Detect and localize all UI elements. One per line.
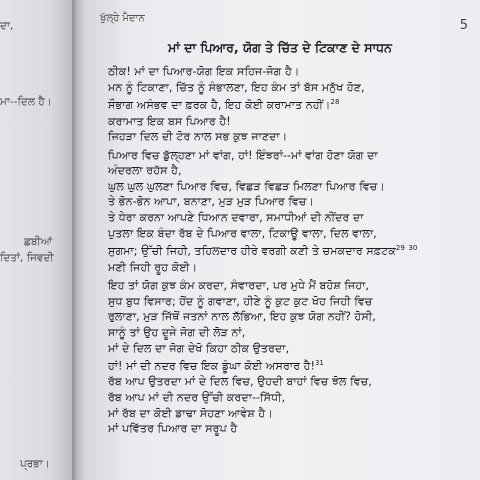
text-line: ਸੌਭਾਗ ਅਸੰਭਵ ਦਾ ਫ਼ਰਕ ਹੈ, ਇਹ ਕੋਈ ਕਰਾਮਾਤ ਨਹੀਂ।$^{28}$ xyxy=(108,98,340,112)
text-line: ਜਿਹੜਾ ਦਿਲ ਦੀ ਟੋਰ ਨਾਲ ਸਭ ਕੁਝ ਜਾਣਦਾ। xyxy=(108,130,288,144)
text-line: ਇਹ ਤਾਂ ਯੋਗ ਕੁਝ ਕੰਮ ਕਰਦਾ, ਸੰਵਾਰਦਾ, ਪਰ ਮੁਧੇ ਮੈਂ ਬਹੋਸ਼ ਜਿਹਾ, xyxy=(108,279,369,293)
body-text xyxy=(108,64,474,437)
right-page xyxy=(86,0,480,480)
text-line: ਪੁਤਲਾ ਇਕ ਬੰਦਾ ਰੱਬ ਦੇ ਪਿਆਰ ਵਾਲਾ, ਟਿਕਾਊ ਵਾਲਾ, ਦਿਲ ਵਾਲਾ, xyxy=(108,226,377,240)
text-line: ਮਨ ਨੂੰ ਟਿਕਾਣਾ, ਚਿੱਤ ਨੂੰ ਸੰਭਾਲਣਾ, ਇਹ ਕੰਮ ਤਾਂ ਬੱਸ ਮਨੁੱਖ ਹੋਣ, xyxy=(108,80,365,94)
text-line: ਮਣੀ ਜਿਹੀ ਰੂਹ ਕੋਈ। xyxy=(108,260,198,274)
text-line: ਮਾਂ ਰੱਬ ਦਾ ਕੋਈ ਡਾਢਾ ਸੋਹਣਾ ਆਵੇਸ਼ ਹੈ। xyxy=(108,406,273,420)
chapter-title: ਮਾਂ ਦਾ ਪਿਆਰ, ਯੋਗ ਤੇ ਚਿੱਤ ਦੇ ਟਿਕਾਣ ਦੇ ਸਾਧਨ xyxy=(168,40,392,55)
book-gutter xyxy=(72,0,86,480)
text-line: ਰੱਬ ਆਪ ਮਾਂ ਦੀ ਨਦਰ ਉੱਚੀ ਕਰਦਾ--ਸਿੱਧੀ, xyxy=(108,391,286,405)
footnote-ref: 31 xyxy=(314,359,324,368)
text-line: ਸਾਨੂੰ ਤਾਂ ਉਹ ਦੂਜੇ ਜੋਗ ਦੀ ਲੋੜ ਨਾਂ, xyxy=(108,325,246,339)
text-line: ਸੁਗਮਾ; ਉੱਚੀ ਜਿਹੀ, ਤਹਿਲਦਾਰ ਹੀਰੇ ਵਰਗੀ ਕਣੀ ਤੇ ਚਮਕਦਾਰ ਸਫ਼ਟਕ$^{29}$ $^{30}$ xyxy=(108,244,418,258)
footnote-ref: 29 xyxy=(395,244,405,253)
text-line: ਪਿਆਰ ਵਿਚ ਡੁੱਲ੍ਹਣਾ ਮਾਂ ਵਾਂਗ, ਹਾਂ! ਇੰਝਰਾਂ--ਮਾਂ ਵਾਂਗ ਹੋਣਾ ਯੋਗ ਦਾ xyxy=(108,148,378,162)
footnote-ref: 28 xyxy=(330,98,340,107)
text-line: ਤੇ ਧੇਰਾ ਕਰਨਾ ਆਪਣੇ ਧਿਆਨ ਦਵਾਰਾ, ਸਮਾਧੀਆਂ ਦੀ ਨੀਂਦਰ ਦਾ xyxy=(108,211,364,225)
text-line: ਰੱਬ ਆਪ ਉਤਰਦਾ ਮਾਂ ਦੇ ਦਿਲ ਵਿਚ, ਉਹਦੀ ਬਾਹਾਂ ਵਿਚ ਝੋਲ ਵਿਚ, xyxy=(108,375,372,389)
text-line: ਘੁਲ ਘੁਲ ਘੁਲਣਾ ਪਿਆਰ ਵਿਚ, ਵਿਛੜ ਵਿਛੜ ਮਿਲਣਾ ਪਿਆਰ ਵਿਚ। xyxy=(108,179,385,193)
text-line: ਅੰਦਰਲਾ ਰਹੱਸ ਹੈ, xyxy=(108,164,182,178)
left-page-fragment: ਦਿਤਾਂ, ਜਿਵਦੀ xyxy=(0,252,54,264)
text-line: ਮਾਂ ਦੇ ਦਿਲ ਦਾ ਜੋਗ ਦੇਖੋ ਕਿਹਾ ਠੀਕ ਉਤਰਦਾ, xyxy=(108,341,290,355)
text-line: ਕਰਾਮਾਤ ਇਕ ਬਸ ਪਿਆਰ ਹੈ! xyxy=(108,114,231,128)
text-line: ਤੇ ਭੋਨ-ਭੋਨ ਆਪਾ, ਬਨਾਣਾ, ਮੁੜ ਮੁੜ ਪਿਆਰ ਵਿਚ। xyxy=(108,195,315,209)
footnote-ref: 30 xyxy=(408,244,418,253)
running-head: ਖੁੱਲ੍ਹੇ ਮੈਦਾਨ xyxy=(100,13,145,24)
left-page-fragment: ਮਾ--ਦਿਲ ਹੈ। xyxy=(0,96,52,108)
left-page-fragment: ਦਾ, xyxy=(0,20,14,32)
left-page-fragment: ਛਬੀਆਂ xyxy=(24,236,53,248)
text-line: ਸੁਧ ਬੁਧ ਵਿਸਾਰ; ਹੋਂਦ ਨੂੰ ਗਵਾਣਾ, ਹੀਣੇ ਨੂੰ ਕੁਟ ਕੁਟ ਖੋਹ ਜਿਹੀ ਵਿਚ xyxy=(108,294,373,308)
text-line: ਰੁਲਾਣਾ, ਮੁੜ ਜਿੱਥੋਂ ਜਤਨਾਂ ਨਾਲ ਲੱਭਿਆ, ਇਹ ਕੁਝ ਯੋਗ ਨਹੀਂ? ਹੋਸੀ, xyxy=(108,310,376,324)
page-number: 5 xyxy=(459,18,468,33)
text-line: ਮਾਂ ਪਵਿੱਤਰ ਪਿਆਰ ਦਾ ਸਰੂਪ ਹੈ xyxy=(108,422,238,436)
left-page xyxy=(0,0,72,480)
left-page-fragment: ਪ੍ਰਭਾ। xyxy=(20,458,50,470)
text-line: ਹਾਂ! ਮਾਂ ਦੀ ਨਦਰ ਵਿਚ ਇਕ ਡੂੰਘਾ ਕੋਈ ਅਸਰਾਰ ਹੈ!$^{31}$ xyxy=(108,359,324,373)
text-line: ਠੀਕ! ਮਾਂ ਦਾ ਪਿਆਰ-ਯੋਗ ਇਕ ਸਹਿਜ-ਜੋਗ ਹੈ। xyxy=(108,65,300,78)
